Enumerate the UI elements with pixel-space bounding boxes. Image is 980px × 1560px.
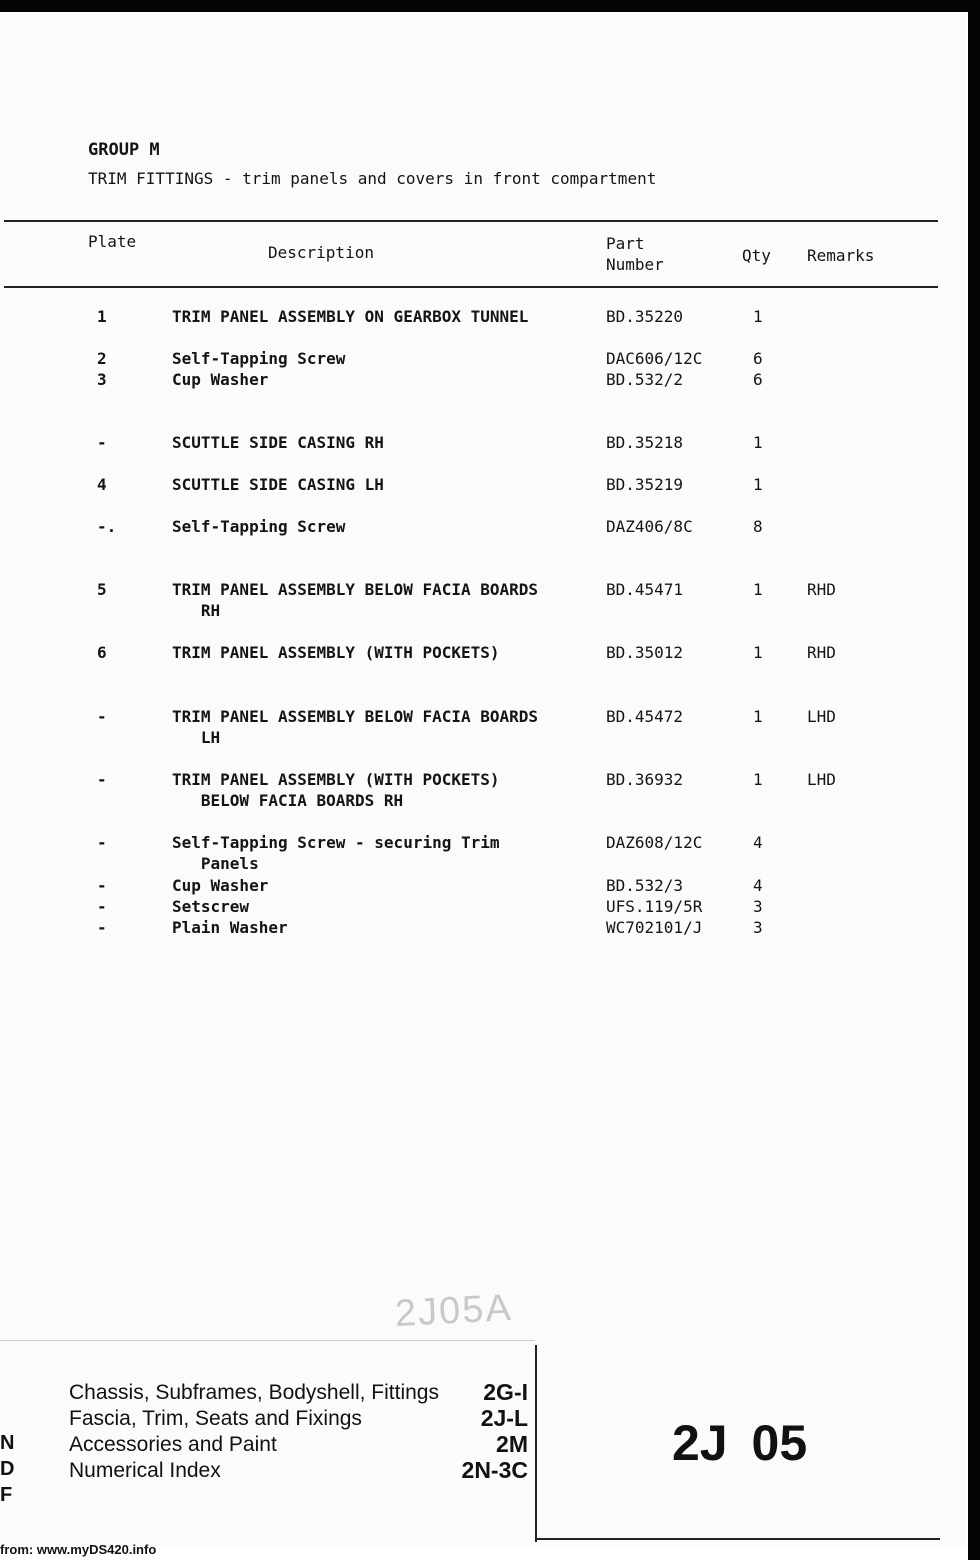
- row-plate: 4: [97, 475, 107, 494]
- footer-item-code: 2N-3C: [461, 1457, 528, 1483]
- column-header-part-line2: Number: [606, 255, 664, 274]
- source-credit: from: www.myDS420.info: [0, 1542, 157, 1557]
- row-remarks: LHD: [807, 707, 836, 726]
- column-header-plate: Plate: [88, 232, 137, 251]
- archive-stamp: 2J05A: [393, 1286, 514, 1336]
- row-qty: 1: [753, 433, 763, 452]
- footer-item-label: Chassis, Subframes, Bodyshell, Fittings: [69, 1381, 439, 1404]
- row-part-number: BD.35219: [606, 475, 684, 494]
- row-plate: -: [97, 876, 107, 895]
- row-plate: 2: [97, 349, 107, 368]
- row-qty: 1: [753, 475, 763, 494]
- footer-item-code: 2M: [496, 1431, 528, 1457]
- row-description: RH: [172, 601, 221, 620]
- row-plate: 6: [97, 643, 107, 662]
- row-part-number: DAZ608/12C: [606, 833, 703, 852]
- edge-tab-letter: D: [0, 1458, 15, 1480]
- row-part-number: BD.45471: [606, 580, 684, 599]
- row-description: Plain Washer: [172, 918, 288, 937]
- row-plate: -: [97, 897, 107, 916]
- column-header-part-line1: Part: [606, 234, 645, 253]
- row-description: SCUTTLE SIDE CASING LH: [172, 475, 384, 494]
- edge-tab-letter: F: [0, 1484, 13, 1506]
- row-description: TRIM PANEL ASSEMBLY BELOW FACIA BOARDS: [172, 580, 539, 599]
- row-plate: 3: [97, 370, 107, 389]
- row-plate: -: [97, 770, 107, 789]
- row-part-number: BD.36932: [606, 770, 684, 789]
- row-qty: 1: [753, 580, 763, 599]
- row-qty: 1: [753, 643, 763, 662]
- column-header-remarks: Remarks: [807, 246, 875, 265]
- row-remarks: RHD: [807, 580, 836, 599]
- row-description: TRIM PANEL ASSEMBLY ON GEARBOX TUNNEL: [172, 307, 529, 326]
- row-description: TRIM PANEL ASSEMBLY (WITH POCKETS): [172, 770, 500, 789]
- row-plate: -: [97, 433, 107, 452]
- row-description: Cup Washer: [172, 370, 269, 389]
- column-header-qty: Qty: [742, 246, 771, 265]
- page-title: TRIM FITTINGS - trim panels and covers in front compartment: [88, 169, 657, 188]
- column-header-description: Description: [268, 243, 374, 262]
- row-remarks: RHD: [807, 643, 836, 662]
- row-qty: 4: [753, 876, 763, 895]
- row-description: Self-Tapping Screw: [172, 349, 346, 368]
- row-part-number: UFS.119/5R: [606, 897, 703, 916]
- row-qty: 3: [753, 918, 763, 937]
- row-description: LH: [172, 728, 221, 747]
- row-qty: 3: [753, 897, 763, 916]
- row-qty: 6: [753, 370, 763, 389]
- row-qty: 1: [753, 307, 763, 326]
- row-qty: 1: [753, 707, 763, 726]
- row-description: SCUTTLE SIDE CASING RH: [172, 433, 384, 452]
- footer-item-label: Fascia, Trim, Seats and Fixings: [69, 1407, 362, 1430]
- row-plate: 1: [97, 307, 107, 326]
- row-description: Cup Washer: [172, 876, 269, 895]
- row-part-number: DAZ406/8C: [606, 517, 693, 536]
- row-part-number: BD.532/2: [606, 370, 684, 389]
- row-description: TRIM PANEL ASSEMBLY BELOW FACIA BOARDS: [172, 707, 539, 726]
- row-description: BELOW FACIA BOARDS RH: [172, 791, 404, 810]
- row-description: Panels: [172, 854, 259, 873]
- row-plate: -: [97, 707, 107, 726]
- row-part-number: BD.532/3: [606, 876, 684, 895]
- footer-item-code: 2G-I: [483, 1379, 528, 1405]
- footer-item-code: 2J-L: [480, 1405, 528, 1431]
- row-qty: 1: [753, 770, 763, 789]
- row-qty: 4: [753, 833, 763, 852]
- row-description: Setscrew: [172, 897, 250, 916]
- edge-tab-letter: N: [0, 1432, 15, 1454]
- row-part-number: BD.35012: [606, 643, 684, 662]
- header-top-rule: [4, 220, 938, 222]
- header-bottom-rule: [4, 286, 938, 288]
- row-description: Self-Tapping Screw - securing Trim: [172, 833, 500, 852]
- group-heading: GROUP M: [88, 140, 160, 160]
- row-part-number: DAC606/12C: [606, 349, 703, 368]
- footer-item-label: Numerical Index: [69, 1459, 221, 1482]
- row-qty: 6: [753, 349, 763, 368]
- row-description: TRIM PANEL ASSEMBLY (WITH POCKETS): [172, 643, 500, 662]
- row-part-number: BD.35220: [606, 307, 684, 326]
- row-part-number: WC702101/J: [606, 918, 703, 937]
- footer-item-label: Accessories and Paint: [69, 1433, 277, 1456]
- row-plate: -: [97, 833, 107, 852]
- footer-divider: [535, 1345, 537, 1542]
- row-part-number: BD.45472: [606, 707, 684, 726]
- page-number: 2J 05: [672, 1415, 808, 1471]
- row-plate: 5: [97, 580, 107, 599]
- row-part-number: BD.35218: [606, 433, 684, 452]
- row-plate: -: [97, 918, 107, 937]
- row-plate: -.: [97, 517, 117, 536]
- footer-bottom-rule: [535, 1538, 940, 1540]
- row-description: Self-Tapping Screw: [172, 517, 346, 536]
- row-qty: 8: [753, 517, 763, 536]
- row-remarks: LHD: [807, 770, 836, 789]
